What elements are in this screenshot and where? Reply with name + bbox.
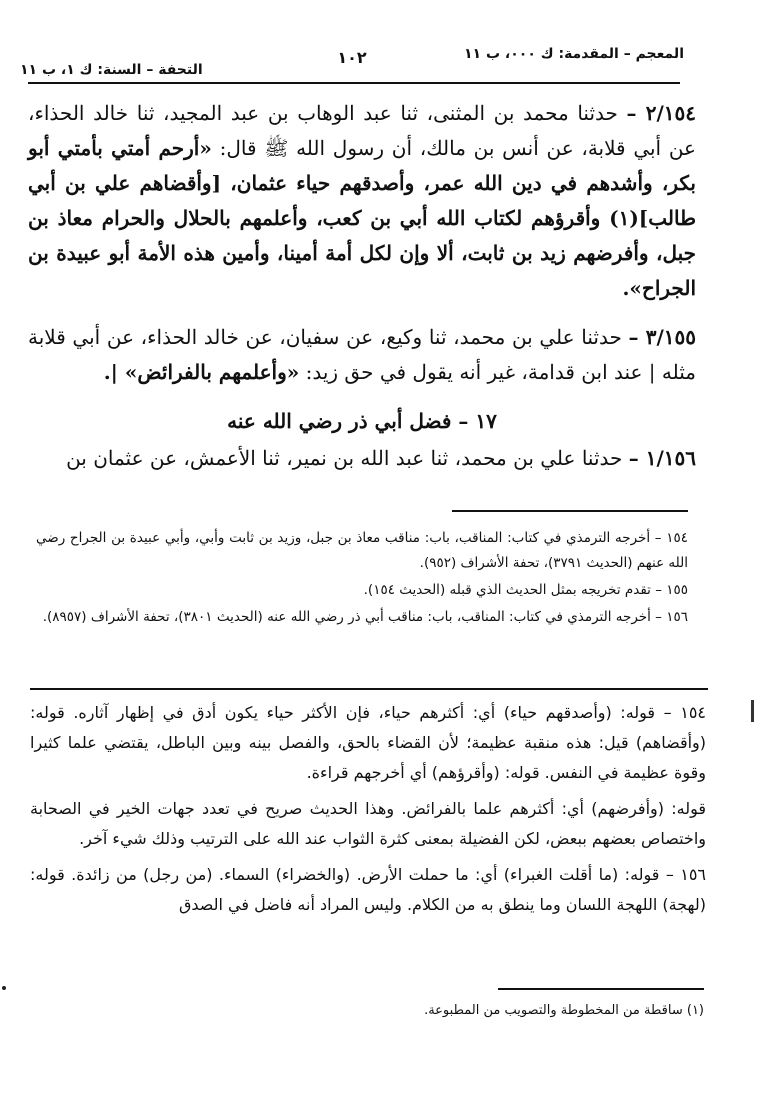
chapter-title: ١٧ – فضل أبي ذر رضي الله عنه <box>227 409 497 433</box>
page-number: ١٠٢ <box>337 48 367 67</box>
running-header <box>20 44 684 82</box>
hadith-number: ١/١٥٦ – <box>628 446 696 470</box>
hadith-text <box>28 96 696 490</box>
takhrij-155: ١٥٥ – تقدم تخريجه بمثل الحديث الذي قبله (الحديث ١٥٤). <box>363 582 688 598</box>
hadith-chain: حدثنا علي بن محمد، ثنا وكيع، عن سفيان، عن خالد الحذاء، عن أبي قلابة مثله | عند ابن قدامة، غير أنه يقول في حق زيد: <box>28 325 696 384</box>
footnote: (١) ساقطة من المخطوطة والتصويب من المطبوعة. <box>424 1003 704 1018</box>
hadith-number: ٣/١٥٥ – <box>628 325 696 349</box>
hadith-number: ٢/١٥٤ – <box>626 101 696 125</box>
takhrij-156: ١٥٦ – أخرجه الترمذي في كتاب: المناقب، باب: مناقب أبي ذر رضي الله عنه (الحديث ٣٨٠١)، تحفة الأشراف (٨٩٥٧). <box>42 609 688 625</box>
hadith-chain: حدثنا علي بن محمد، ثنا عبد الله بن نمير، ثنا الأعمش، عن عثمان بن <box>66 446 623 470</box>
takhrij-154: ١٥٤ – أخرجه الترمذي في كتاب: المناقب، باب: مناقب معاذ بن جبل، وزيد بن ثابت وأبي، وأبي عبيدة بن الجراح رضي الله عنهم (الحديث ٣٧٩١)، تحفة الأشراف (٩٥٢). <box>36 530 688 571</box>
takhrij-notes <box>36 526 688 632</box>
scan-edge-mark <box>751 700 754 722</box>
hadith-matn: «أرحم أمتي بأمتي أبو بكر، وأشدهم في دين الله عمر، وأصدقهم حياء عثمان، [وأقضاهم علي بن أبي طالب](١) وأقرؤهم لكتاب الله أبي بن كعب، وأعلمهم بالحلال والحرام معاذ بن جبل، وأفرضهم زيد بن ثابت، ألا وإن لكل أمة أمينا، وأمين هذه الأمة أبو عبيدة بن الجراح». <box>28 136 696 300</box>
header-rule <box>28 82 680 84</box>
hadith-matn: «وأعلمهم بالفرائض» |. <box>103 360 300 384</box>
sharh-separator <box>30 688 708 690</box>
commentary <box>30 698 706 926</box>
sharh-paragraph: ١٥٤ – قوله: (وأصدقهم حياء) أي: أكثرهم حياء، فإن الأكثر حياء يكون أدق في إظهار آثاره. قوله: (وأقضاهم) قيل: هذه منقبة عظيمة؛ لأن القضاء بالحق، والفصل بينه وبين الباطل، يقتضي علما كثيرا وقوة عظيمة في النفس. قوله: (وأقرؤهم) أي أخرجهم قراءة. <box>30 703 706 782</box>
sharh-paragraph: قوله: (وأفرضهم) أي: أكثرهم علما بالفرائض. وهذا الحديث صريح في تعدد جهات الخير في الصحابة واختصاص بعضهم ببعض، لكن الفضيلة بمعنى كثرة الثواب عند الله على الترتيب وذلك شيء آخر. <box>30 799 706 848</box>
sharh-paragraph: ١٥٦ – قوله: (ما أقلت الغبراء) أي: ما حملت الأرض. (والخضراء) السماء. (من رجل) من زائدة. قوله: (لهجة) اللهجة اللسان وما ينطق به من الكلام. وليس المراد أنه فاضل في الصدق <box>30 865 706 914</box>
hadith-156 <box>28 441 696 476</box>
hadith-154 <box>28 96 696 306</box>
scan-speck <box>2 986 6 990</box>
footnote-separator <box>498 988 704 990</box>
header-right: المعجم – المقدمة: ك ٠٠٠، ب ١١ <box>464 46 684 62</box>
hadith-155 <box>28 320 696 390</box>
takhrij-separator <box>452 510 688 512</box>
header-left: التحفة – السنة: ك ١، ب ١١ <box>20 62 203 78</box>
hadith-chain: حدثنا محمد بن المثنى، ثنا عبد الوهاب بن عبد المجيد، ثنا خالد الحذاء، عن أبي قلابة، عن أنس بن مالك، أن رسول الله ﷺ قال: <box>28 101 696 160</box>
